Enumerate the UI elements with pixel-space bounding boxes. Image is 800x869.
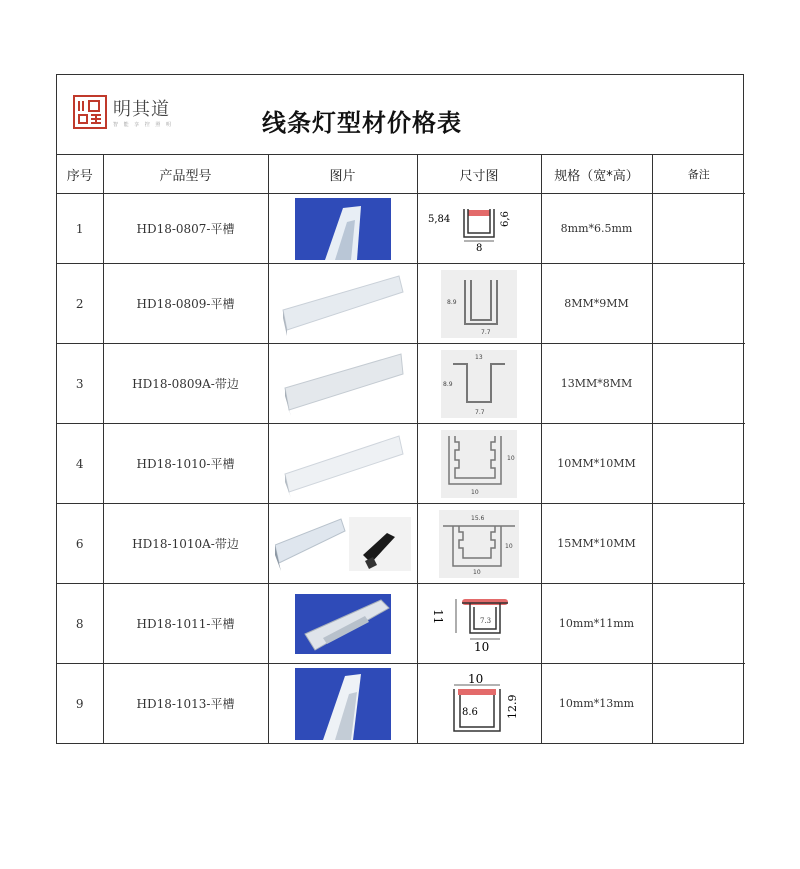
column-header-drawing: 尺寸图 — [417, 155, 541, 194]
svg-text:7.3: 7.3 — [480, 616, 492, 625]
row-note — [652, 264, 745, 344]
row-model: HD18-0809A-带边 — [103, 344, 268, 424]
brand-tagline: 智 能 享 控 照 明 — [113, 122, 173, 128]
row-product-photo — [268, 664, 417, 744]
row-product-photo — [268, 504, 417, 584]
price-table-sheet — [56, 74, 744, 744]
dimension-drawing-image — [424, 671, 534, 737]
svg-text:5,84: 5,84 — [428, 213, 451, 225]
row-product-photo — [268, 264, 417, 344]
brand-seal-icon — [73, 95, 107, 129]
dimension-drawing-image — [424, 593, 534, 655]
row-model: HD18-1010-平槽 — [103, 424, 268, 504]
row-number: 9 — [57, 664, 103, 744]
row-number: 4 — [57, 424, 103, 504]
row-spec: 13MM*8MM — [541, 344, 652, 424]
row-note — [652, 504, 745, 584]
dimension-drawing-image — [424, 201, 534, 257]
row-number: 8 — [57, 584, 103, 664]
product-photo-image — [295, 198, 391, 260]
table-row — [57, 664, 745, 744]
row-dimension-drawing — [417, 194, 541, 264]
row-model: HD18-0809-平槽 — [103, 264, 268, 344]
svg-text:13: 13 — [475, 353, 483, 361]
svg-text:10: 10 — [468, 671, 484, 686]
row-number: 6 — [57, 504, 103, 584]
dimension-drawing-image — [439, 510, 519, 578]
product-photo-image — [295, 594, 391, 654]
row-note — [652, 194, 745, 264]
column-header-model: 产品型号 — [103, 155, 268, 194]
row-note — [652, 584, 745, 664]
svg-text:10: 10 — [474, 639, 490, 654]
row-number: 3 — [57, 344, 103, 424]
table-row — [57, 194, 745, 264]
sheet-header — [57, 75, 743, 155]
row-dimension-drawing — [417, 584, 541, 664]
price-table — [57, 155, 745, 743]
brand-logo — [73, 95, 193, 135]
row-dimension-drawing — [417, 344, 541, 424]
row-product-photo — [268, 584, 417, 664]
svg-text:11: 11 — [431, 608, 445, 624]
column-header-spec: 规格（宽*高） — [541, 155, 652, 194]
svg-text:6,6: 6,6 — [500, 210, 511, 227]
product-photo-image — [295, 668, 391, 740]
row-note — [652, 424, 745, 504]
row-number: 2 — [57, 264, 103, 344]
column-header-image: 图片 — [268, 155, 417, 194]
svg-text:7.7: 7.7 — [475, 408, 485, 416]
row-spec: 10mm*13mm — [541, 664, 652, 744]
svg-text:10: 10 — [471, 488, 479, 496]
row-number: 1 — [57, 194, 103, 264]
table-row — [57, 264, 745, 344]
svg-text:8.9: 8.9 — [443, 380, 453, 388]
table-row — [57, 344, 745, 424]
svg-text:10: 10 — [473, 568, 481, 576]
table-row — [57, 584, 745, 664]
row-dimension-drawing — [417, 504, 541, 584]
table-header-row — [57, 155, 745, 194]
row-spec: 8MM*9MM — [541, 264, 652, 344]
dimension-drawing-image — [441, 270, 517, 338]
row-spec: 10MM*10MM — [541, 424, 652, 504]
row-dimension-drawing — [417, 424, 541, 504]
row-spec: 8mm*6.5mm — [541, 194, 652, 264]
svg-text:7.7: 7.7 — [481, 328, 491, 336]
row-model: HD18-1010A-带边 — [103, 504, 268, 584]
row-dimension-drawing — [417, 664, 541, 744]
product-photo-image — [275, 515, 411, 573]
page-title: 线条灯型材价格表 — [262, 109, 462, 137]
svg-text:12.9: 12.9 — [506, 694, 519, 719]
dimension-drawing-image — [441, 430, 517, 498]
svg-text:15.6: 15.6 — [471, 514, 485, 522]
dimension-drawing-image — [441, 350, 517, 418]
row-note — [652, 664, 745, 744]
table-row — [57, 424, 745, 504]
table-row — [57, 504, 745, 584]
row-note — [652, 344, 745, 424]
svg-text:10: 10 — [505, 542, 513, 550]
row-dimension-drawing — [417, 264, 541, 344]
column-header-note: 备注 — [652, 155, 745, 194]
svg-text:8: 8 — [476, 242, 483, 254]
product-photo-image — [281, 350, 405, 418]
product-photo-image — [281, 270, 405, 338]
svg-text:10: 10 — [507, 454, 515, 462]
row-product-photo — [268, 344, 417, 424]
product-photo-image — [281, 430, 405, 498]
row-spec: 15MM*10MM — [541, 504, 652, 584]
row-spec: 10mm*11mm — [541, 584, 652, 664]
row-model: HD18-0807-平槽 — [103, 194, 268, 264]
row-model: HD18-1011-平槽 — [103, 584, 268, 664]
brand-name: 明其道 — [113, 99, 170, 120]
svg-text:8.6: 8.6 — [462, 706, 478, 718]
row-product-photo — [268, 424, 417, 504]
row-product-photo — [268, 194, 417, 264]
row-model: HD18-1013-平槽 — [103, 664, 268, 744]
svg-text:8.9: 8.9 — [447, 298, 457, 306]
column-header-no: 序号 — [57, 155, 103, 194]
